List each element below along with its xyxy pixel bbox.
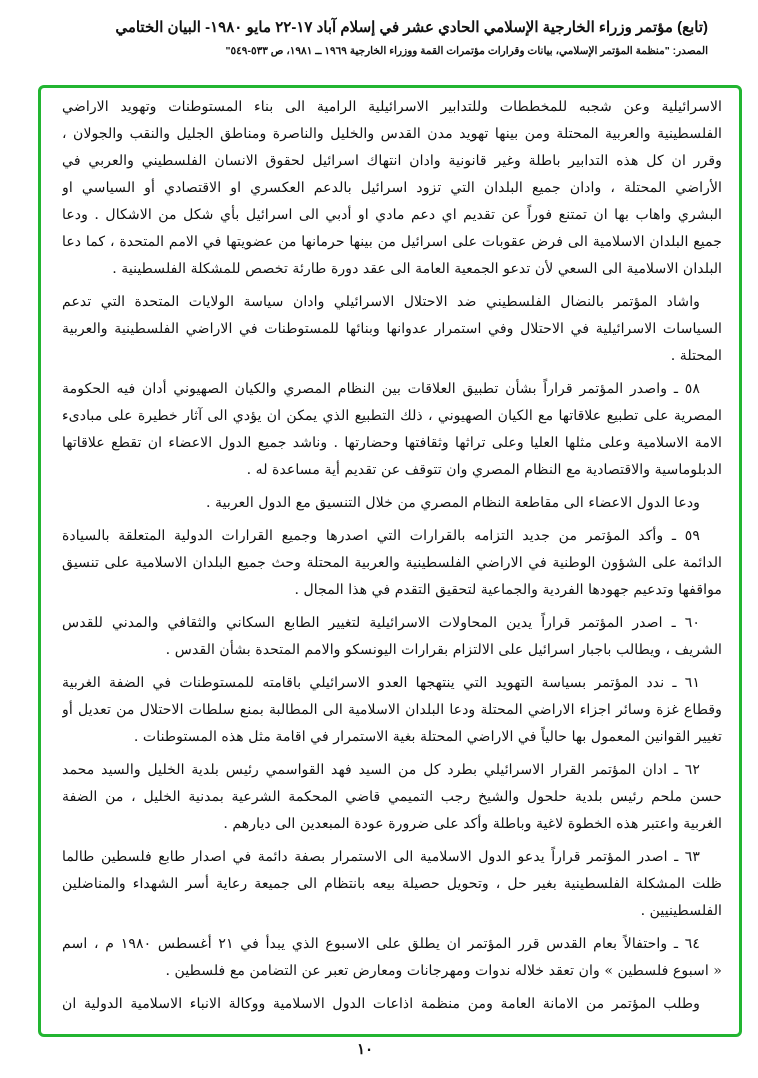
text-line: الدائمة على الشؤون الوطنية في الاراضي الفلسطينية والعربية المحتلة وحث جميع البلدان الاسلامية على تنسيق — [62, 555, 722, 571]
text-line: « اسبوع فلسطين » وان تعقد خلاله ندوات ومهرجانات ومعارض تعبر عن التضامن مع فلسطين . — [165, 963, 722, 979]
text-line: تغيير القوانين المعمول بها حالياً في الاراضي المحتلة بغية الاستمرار في اقامة مثل هذه المستوطنات . — [133, 729, 722, 745]
paragraph — [62, 757, 722, 838]
text-line: المصرية على تطبيع علاقاتها مع الكيان الصهيوني ، ذلك التطبيع الذي يمكن ان يؤدي الى آثار خطيرة على مبادىء — [62, 408, 722, 424]
text-line: ٦٣ ـ اصدر المؤتمر قراراً يدعو الدول الاسلامية الى الاستمرار بصفة دائمة في اصدار طابع فلسطين طالما — [62, 849, 700, 865]
paragraph — [62, 931, 722, 985]
paragraph — [62, 289, 722, 370]
text-line: مواقفها وتدعيم جهودها الفردية والجماعية لتحقيق التقدم في هذا المجال . — [294, 582, 722, 598]
text-line: ٦٢ ـ ادان المؤتمر القرار الاسرائيلي بطرد كل من السيد فهد القواسمي رئيس بلدية الخليل والسيد محمد — [62, 762, 700, 778]
text-line: ودعا الدول الاعضاء الى مقاطعة النظام المصري من خلال التنسيق مع الدول العربية . — [205, 495, 700, 511]
text-line: ظلت المشكلة الفلسطينية بغير حل ، وتحويل حصيلة بيعه بانتظام الى جميعة رعاية أسر الشهداء والمناضلين — [62, 876, 722, 892]
source-citation: المصدر: "منظمة المؤتمر الإسلامي، بيانات وقرارات مؤتمرات القمة ووزراء الخارجية ١٩٦٩ ــ ١٩٨١، ص ٥٣٣-٥٤٩" — [225, 45, 708, 57]
text-line: ٦٠ ـ اصدر المؤتمر قراراً يدين المحاولات الاسرائيلية لتغيير الطابع السكاني والثقافي والمدني للقدس — [62, 615, 700, 631]
text-line: الشريف ، ويطالب باجبار اسرائيل على الالتزام بقرارات اليونسكو والامم المتحدة بشأن القدس . — [165, 642, 722, 658]
text-line: المحتلة . — [670, 348, 722, 364]
text-line: وطلب المؤتمر من الامانة العامة ومن منظمة اذاعات الدول الاسلامية ووكالة الانباء الاسلامية الدولية ان — [62, 996, 700, 1012]
paragraph — [62, 376, 722, 484]
document-body — [62, 94, 722, 1024]
text-line: السياسات الاسرائيلية في الاحتلال وفي استمرار عدوانها وبنائها للمستوطنات في الاراضي الفلسطينية والعربية — [62, 321, 722, 337]
paragraph — [62, 991, 722, 1018]
paragraph — [62, 610, 722, 664]
document-title: (تابع) مؤتمر وزراء الخارجية الإسلامي الحادي عشر في إسلام آباد ١٧-٢٢ مايو ١٩٨٠- البيان الختامي — [115, 19, 708, 36]
text-line: ٥٨ ـ واصدر المؤتمر قراراً بشأن تطبيق العلاقات بين النظام المصري والكيان الصهيوني أدان فيه الحكومة — [62, 381, 700, 397]
text-line: الاسرائيلية وعن شجبه للمخططات وللتدابير الاسرائيلية الرامية الى بناء المستوطنات وتهويد الاراضي — [62, 99, 722, 115]
text-line: الأراضي المحتلة ، وادان جميع البلدان التي تزود اسرائيل بالدعم العكسري او الاقتصادي أو السياسي او — [62, 180, 722, 196]
text-line: الفلسطينية والعربية المحتلة ومن بينها تهويد مدن القدس والخليل والناصرة ومناطق الجليل والنقب والجولان ، — [62, 126, 722, 142]
text-line: وقطاع غزة وسائر اجزاء الاراضي المحتلة ودعا البلدان الاسلامية الى المطالبة بمنع سلطات الاحتلال من تعديل أو — [62, 702, 722, 718]
text-line: الدبلوماسية والاقتصادية مع النظام المصري وان تتوقف عن تقديم أية مساعدة له . — [246, 462, 722, 478]
text-line: البلدان الاسلامية الى السعي لأن تدعو الجمعية العامة الى عقد دورة طارئة تخصص للمشكلة الفلسطينية . — [112, 261, 722, 277]
text-line: الغربية واعتبر هذه الخطوة لاغية وباطلة وأكد على ضرورة عودة المبعدين الى ديارهم . — [223, 816, 722, 832]
text-line: البشري واهاب بها ان تمتنع فوراً عن تقديم اي دعم مادي او أدبي الى اسرائيل بأي شكل من الاشكال . ودعا — [62, 207, 722, 223]
text-line: واشاد المؤتمر بالنضال الفلسطيني ضد الاحتلال الاسرائيلي وادان سياسة الولايات المتحدة التي تدعم — [62, 294, 700, 310]
paragraph — [62, 523, 722, 604]
text-line: ٦٤ ـ واحتفالاً بعام القدس قرر المؤتمر ان يطلق على الاسبوع الذي يبدأ في ٢١ أغسطس ١٩٨٠ م ، اسم — [62, 936, 700, 952]
text-line: وقرر ان كل هذه التدابير باطلة وغير قانونية وادان انتهاك اسرائيل لحقوق الانسان الفلسطيني والعربي في — [62, 153, 722, 169]
text-line: الفلسطينيين . — [640, 903, 722, 919]
paragraph — [62, 670, 722, 751]
text-line: ٦١ ـ ندد المؤتمر بسياسة التهويد التي ينتهجها العدو الاسرائيلي باقامته للمستوطنات في الضفة الغربية — [62, 675, 700, 691]
text-line: حسن ملحم رئيس بلدية حلحول والشيخ رجب التميمي قاضي المحكمة الشرعية بمدنية الخليل ، من الضفة — [62, 789, 722, 805]
paragraph — [62, 844, 722, 925]
page-number: ١٠ — [356, 1040, 374, 1058]
paragraph — [62, 94, 722, 283]
text-line: ٥٩ ـ وأكد المؤتمر من جديد التزامه بالقرارات التي اصدرها وجميع القرارات الدولية المتعلقة بالسيادة — [62, 528, 700, 544]
text-line: الامة الاسلامية وعلى مثلها العليا وعلى تراثها وثقافتها وحضارتها . وناشد جميع الدول الاعضاء ان تقطع علاقاتها — [62, 435, 722, 451]
paragraph — [62, 490, 722, 517]
text-line: جميع البلدان الاسلامية الى فرض عقوبات على اسرائيل من بينها حرمانها من عضويتها في الامم المتحدة ، كما دعا — [62, 234, 722, 250]
